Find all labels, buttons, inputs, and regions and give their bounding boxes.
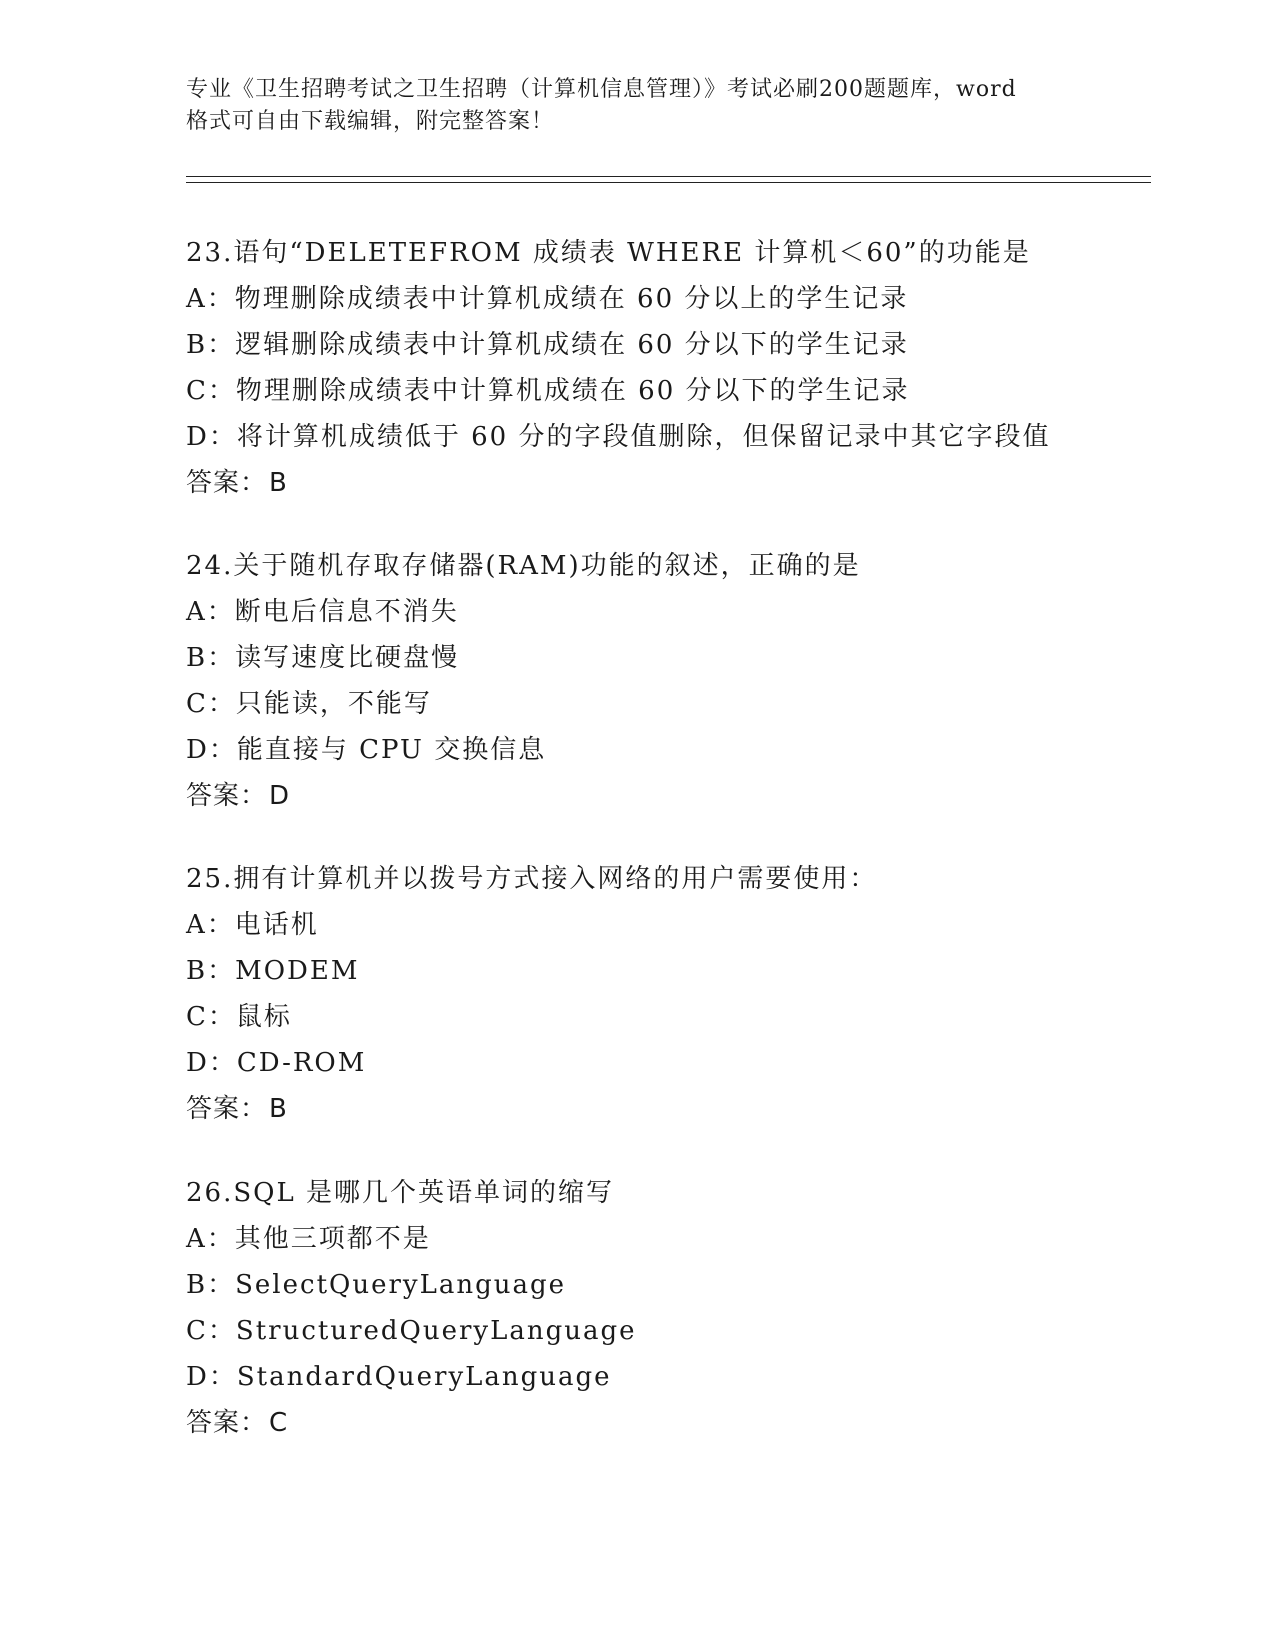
option-b: B：读写速度比硬盘慢 (186, 643, 460, 673)
option-c: C：物理删除成绩表中计算机成绩在 60 分以下的学生记录 (186, 376, 910, 406)
answer-value: B (269, 1094, 288, 1124)
document-header (186, 74, 1106, 138)
option-a: A：电话机 (186, 910, 319, 940)
question-block-23 (186, 230, 1146, 506)
option-d: D：CD-ROM (186, 1048, 367, 1078)
option-a: A：物理删除成绩表中计算机成绩在 60 分以上的学生记录 (186, 284, 909, 314)
header-divider-top (186, 176, 1151, 177)
question-block-24 (186, 543, 1146, 819)
answer-value: D (269, 781, 291, 811)
option-d: D：将计算机成绩低于 60 分的字段值删除，但保留记录中其它字段值 (186, 422, 1051, 452)
question-block-25 (186, 856, 1146, 1132)
answer-label: 答案： (186, 468, 268, 498)
answer-line (186, 773, 1146, 819)
header-line-2: 格式可自由下载编辑，附完整答案！ (186, 109, 555, 134)
answer-value: B (269, 468, 288, 498)
option-c: C：只能读，不能写 (186, 689, 432, 719)
option-d: D：StandardQueryLanguage (186, 1362, 612, 1392)
answer-label: 答案： (186, 1408, 268, 1438)
header-line-1: 专业《卫生招聘考试之卫生招聘（计算机信息管理）》考试必刷200题题库，word (186, 77, 1017, 102)
answer-value: C (269, 1408, 289, 1438)
question-stem: 24.关于随机存取存储器(RAM)功能的叙述，正确的是 (186, 551, 861, 581)
option-c: C：鼠标 (186, 1002, 292, 1032)
option-c: C：StructuredQueryLanguage (186, 1316, 637, 1346)
option-b: B：逻辑删除成绩表中计算机成绩在 60 分以下的学生记录 (186, 330, 909, 360)
question-stem: 23.语句“DELETEFROM 成绩表 WHERE 计算机＜60”的功能是 (186, 238, 1031, 268)
answer-label: 答案： (186, 1094, 268, 1124)
answer-line (186, 1086, 1146, 1132)
question-stem: 25.拥有计算机并以拨号方式接入网络的用户需要使用： (186, 864, 878, 894)
answer-label: 答案： (186, 781, 268, 811)
question-stem: 26.SQL 是哪几个英语单词的缩写 (186, 1178, 615, 1208)
option-a: A：其他三项都不是 (186, 1224, 431, 1254)
option-b: B：MODEM (186, 956, 360, 986)
question-block-26 (186, 1170, 1146, 1446)
option-a: A：断电后信息不消失 (186, 597, 459, 627)
answer-line (186, 1400, 1146, 1446)
option-b: B：SelectQueryLanguage (186, 1270, 567, 1300)
answer-line (186, 460, 1146, 506)
header-divider-bottom (186, 182, 1151, 183)
option-d: D：能直接与 CPU 交换信息 (186, 735, 547, 765)
